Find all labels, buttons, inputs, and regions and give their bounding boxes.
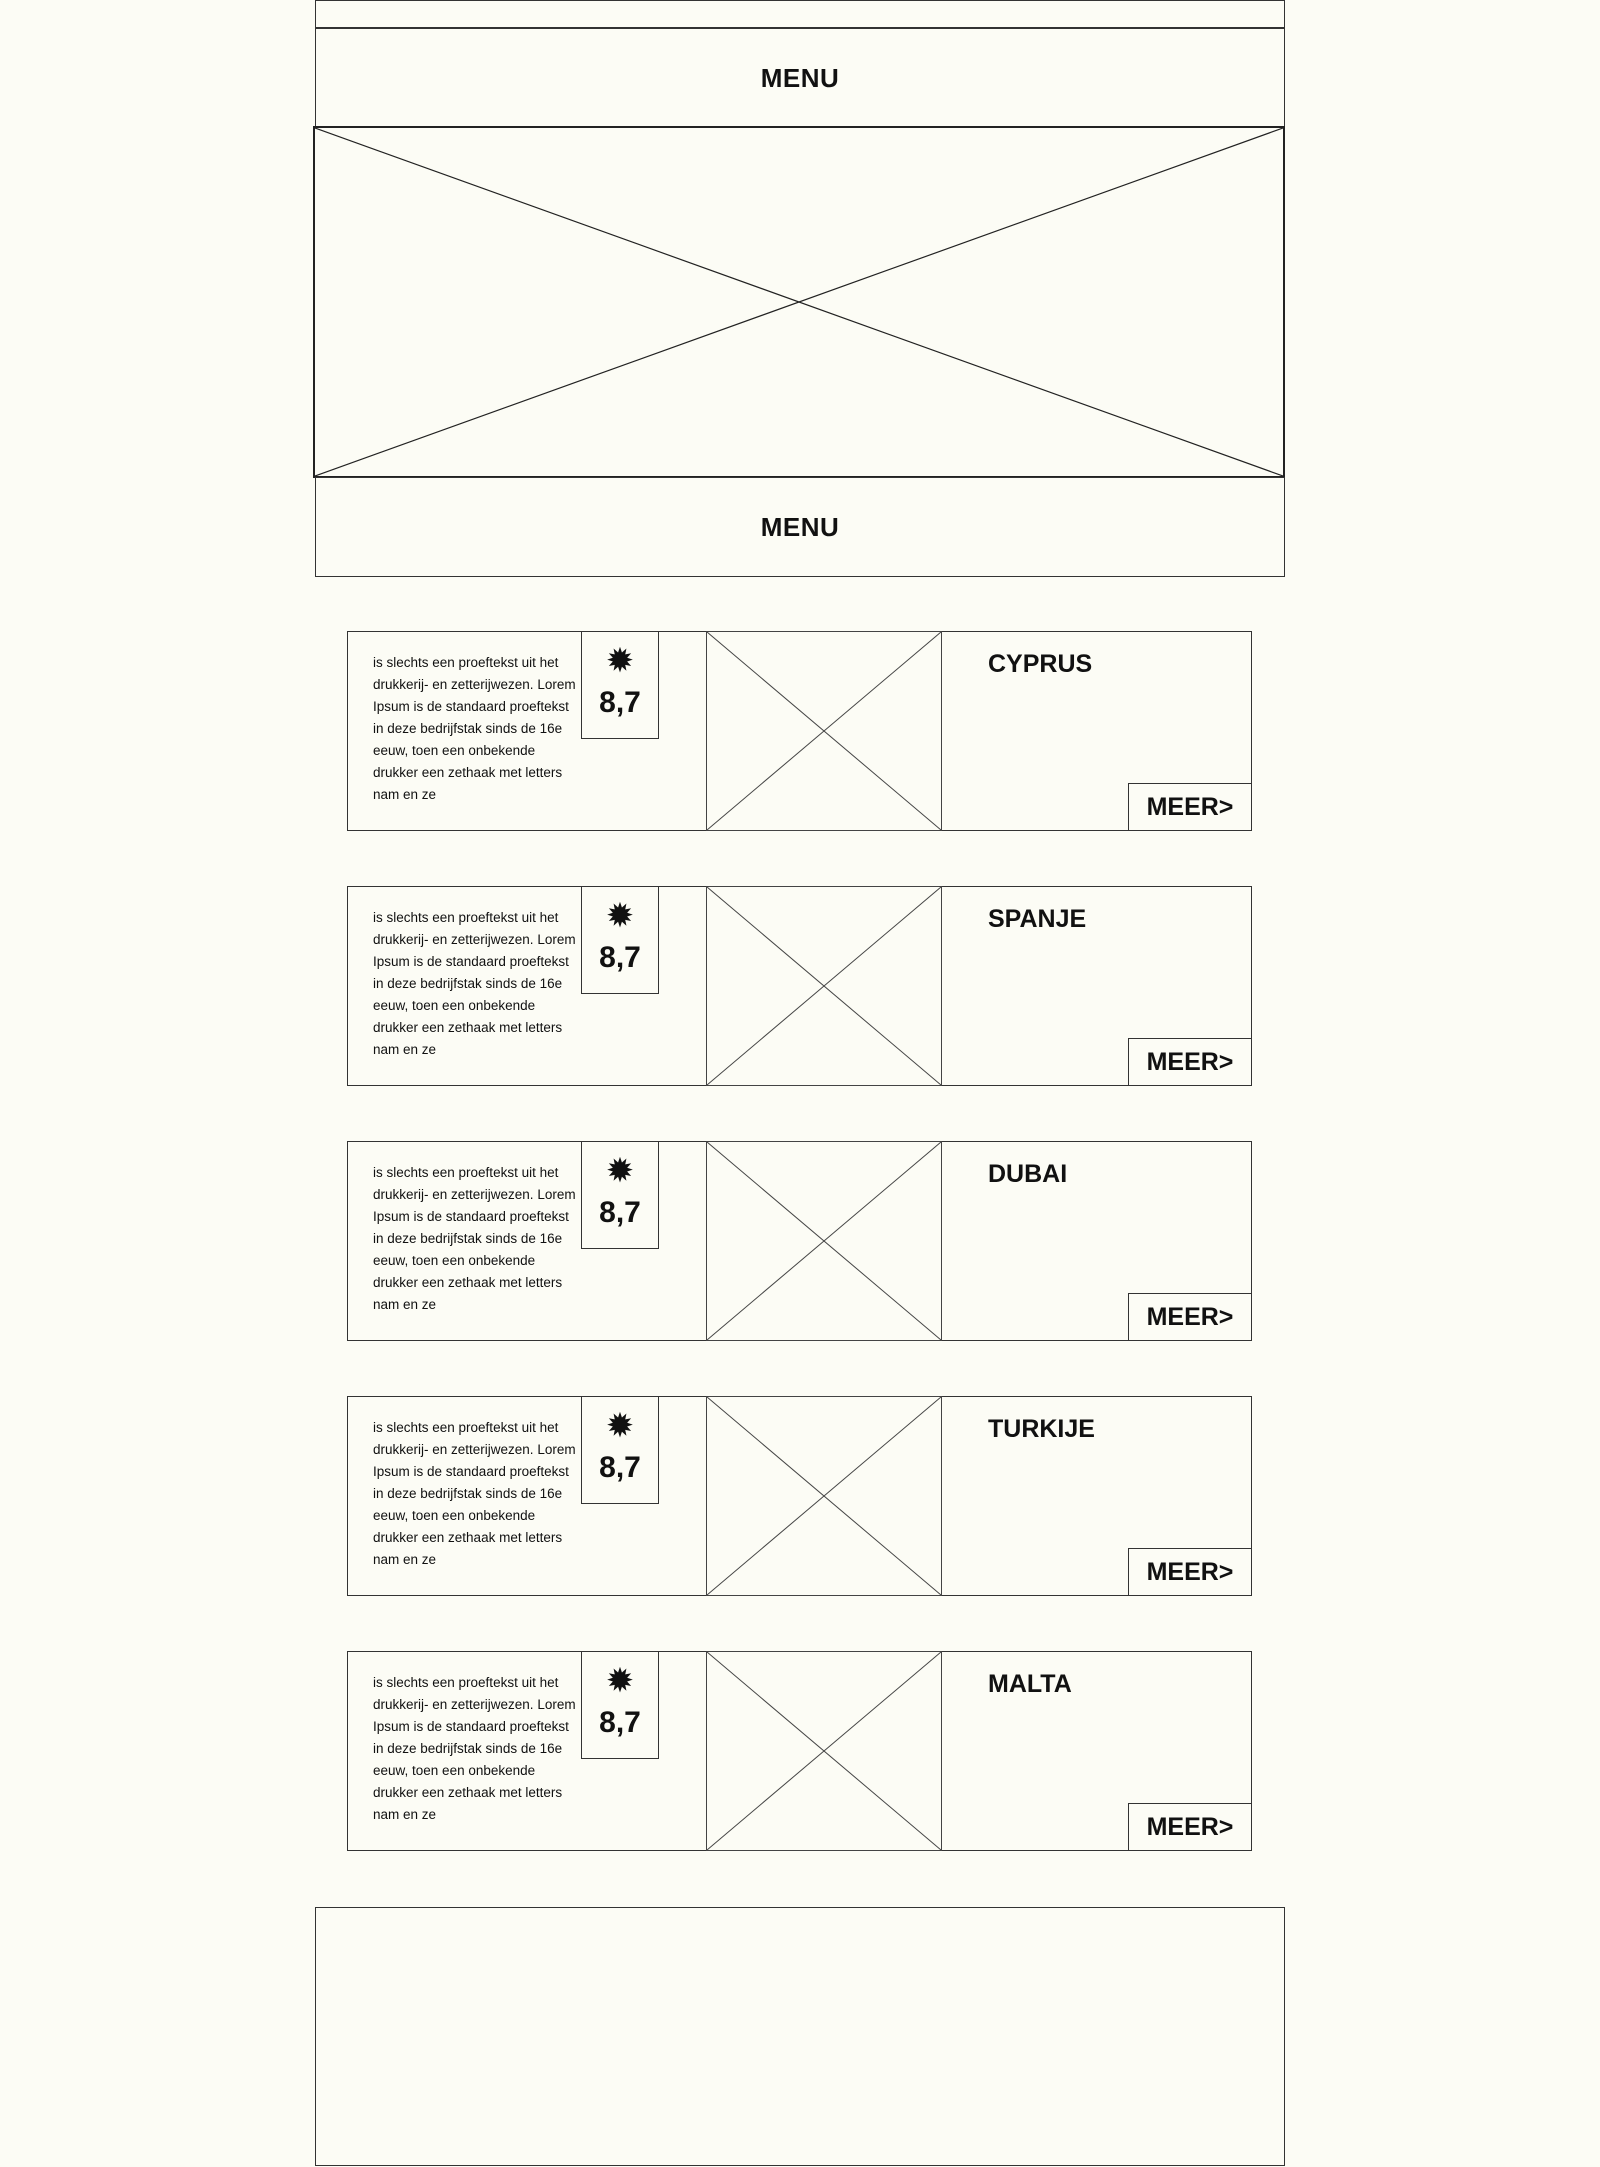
destination-card: [347, 631, 1252, 831]
card-title: SPANJE: [988, 905, 1087, 933]
rating-score: 8,7: [599, 1196, 641, 1229]
meer-button[interactable]: MEER>: [1128, 1038, 1252, 1086]
meer-button[interactable]: MEER>: [1128, 783, 1252, 831]
card-image-placeholder: [706, 1141, 942, 1341]
card-description: is slechts een proeftekst uit het drukkerij- en zetterijwezen. Lorem Ipsum is de standaard proeftekst in deze bedrijfstak sinds de 16e eeuw, toen een onbekende drukker een zethaak met letters nam en ze: [373, 1165, 576, 1312]
destination-card: [347, 1651, 1252, 1851]
meer-button[interactable]: MEER>: [1128, 1548, 1252, 1596]
rating-box: [581, 1396, 659, 1504]
sun-icon: ✹: [605, 642, 635, 680]
card-title: DUBAI: [988, 1160, 1068, 1188]
footer: [315, 1907, 1285, 2166]
sun-icon: ✹: [605, 1662, 635, 1700]
menu-top[interactable]: MENU: [315, 28, 1285, 128]
destination-card: [347, 886, 1252, 1086]
meer-button[interactable]: MEER>: [1128, 1803, 1252, 1851]
sun-icon: ✹: [605, 1407, 635, 1445]
card-description: is slechts een proeftekst uit het drukkerij- en zetterijwezen. Lorem Ipsum is de standaard proeftekst in deze bedrijfstak sinds de 16e eeuw, toen een onbekende drukker een zethaak met letters nam en ze: [373, 1420, 576, 1567]
rating-score: 8,7: [599, 941, 641, 974]
rating-box: [581, 886, 659, 994]
rating-box: [581, 631, 659, 739]
rating-score: 8,7: [599, 1706, 641, 1739]
card-title: TURKIJE: [988, 1415, 1095, 1443]
card-title: CYPRUS: [988, 650, 1093, 678]
rating-score: 8,7: [599, 1451, 641, 1484]
card-image-placeholder: [706, 631, 942, 831]
meer-button[interactable]: MEER>: [1128, 1293, 1252, 1341]
card-description: is slechts een proeftekst uit het drukkerij- en zetterijwezen. Lorem Ipsum is de standaard proeftekst in deze bedrijfstak sinds de 16e eeuw, toen een onbekende drukker een zethaak met letters nam en ze: [373, 655, 576, 802]
rating-box: [581, 1141, 659, 1249]
card-image-placeholder: [706, 1396, 942, 1596]
destination-card: [347, 1396, 1252, 1596]
rating-box: [581, 1651, 659, 1759]
sun-icon: ✹: [605, 897, 635, 935]
rating-score: 8,7: [599, 686, 641, 719]
card-title: MALTA: [988, 1670, 1072, 1698]
card-image-placeholder: [706, 1651, 942, 1851]
card-image-placeholder: [706, 886, 942, 1086]
card-description: is slechts een proeftekst uit het drukkerij- en zetterijwezen. Lorem Ipsum is de standaard proeftekst in deze bedrijfstak sinds de 16e eeuw, toen een onbekende drukker een zethaak met letters nam en ze: [373, 910, 576, 1057]
destination-card: [347, 1141, 1252, 1341]
card-description: is slechts een proeftekst uit het drukkerij- en zetterijwezen. Lorem Ipsum is de standaard proeftekst in deze bedrijfstak sinds de 16e eeuw, toen een onbekende drukker een zethaak met letters nam en ze: [373, 1675, 576, 1822]
hero-image-placeholder: [313, 126, 1285, 478]
sun-icon: ✹: [605, 1152, 635, 1190]
menu-bottom[interactable]: MENU: [315, 477, 1285, 577]
top-bar: [315, 0, 1285, 28]
